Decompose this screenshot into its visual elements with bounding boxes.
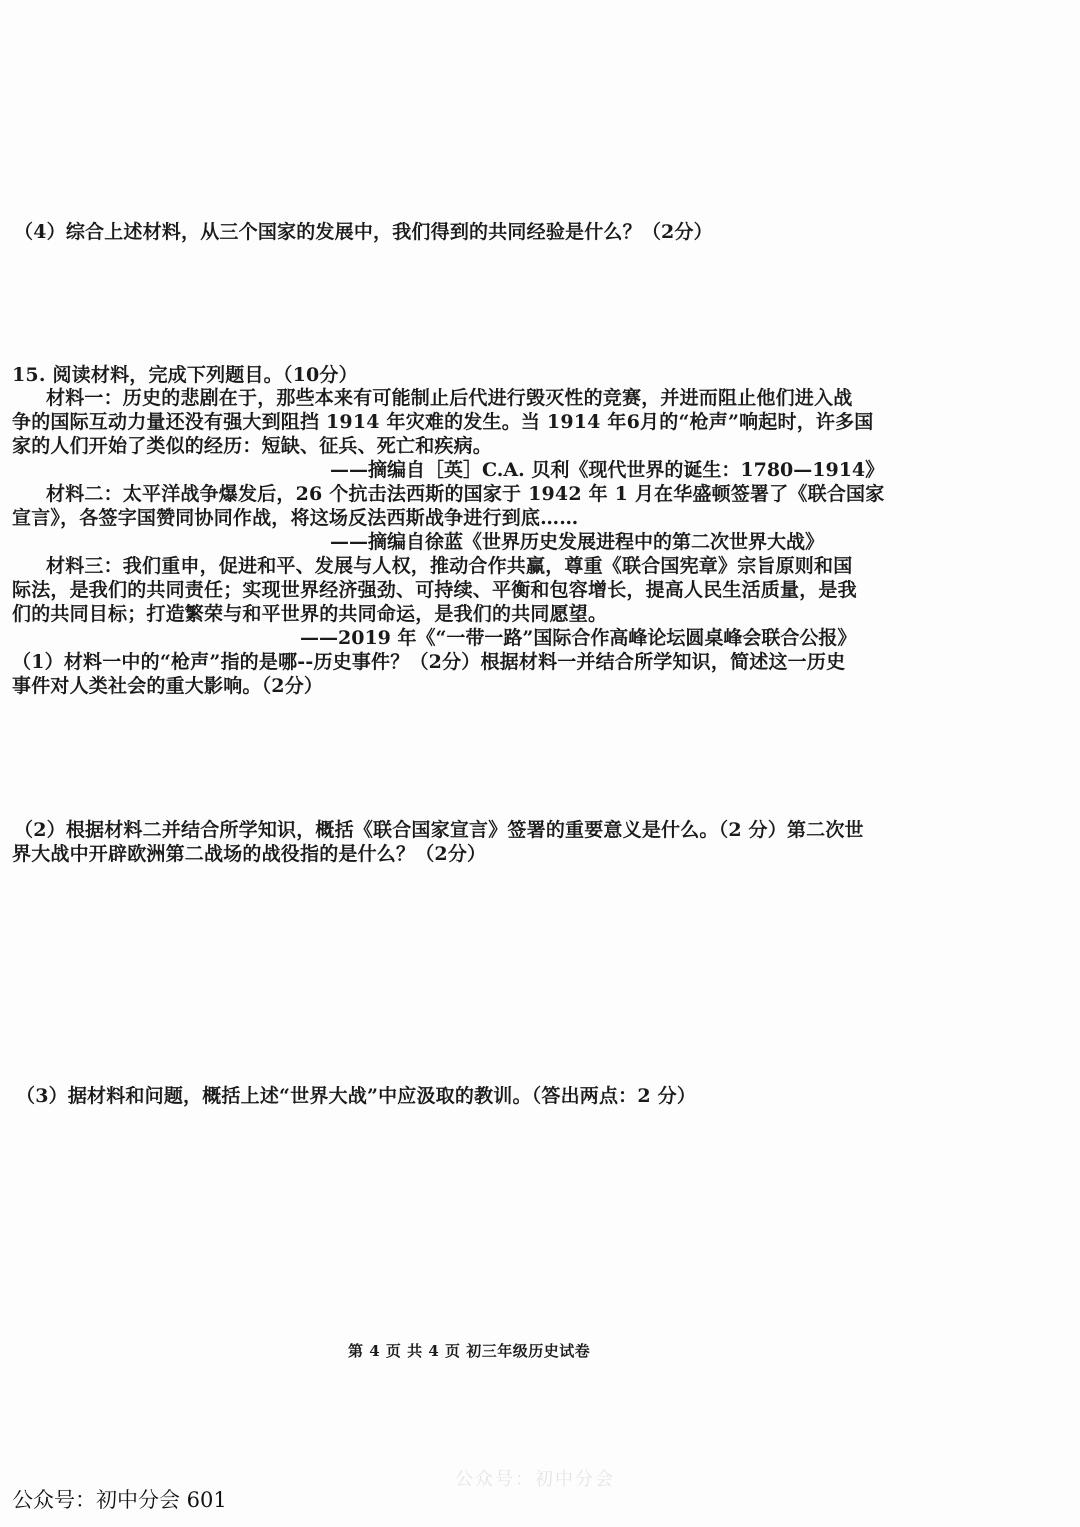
material-1-line-3: 家的人们开始了类似的经历：短缺、征兵、死亡和疾病。	[12, 435, 493, 457]
q15-title: 15. 阅读材料，完成下列题目。（10分）	[12, 364, 358, 386]
watermark: 公众号：初中分会	[455, 1469, 615, 1490]
material-3-line-2: 际法，是我们的共同责任；实现世界经济强劲、可持续、平衡和包容增长，提高人民生活质量，是我	[12, 579, 857, 601]
material-1-line-1: 材料一：历史的悲剧在于，那些本来有可能制止后代进行毁灭性的竞赛，并进而阻止他们进入战	[46, 387, 853, 409]
sub-question-1-line-2: 事件对人类社会的重大影响。（2分）	[12, 675, 324, 697]
sub-question-2-line-1: （2）根据材料二并结合所学知识，概括《联合国家宣言》签署的重要意义是什么。（2 分）第二次世	[14, 819, 864, 841]
material-3-line-1: 材料三：我们重申，促进和平、发展与人权，推动合作共赢，尊重《联合国宪章》宗旨原则和国	[46, 555, 853, 577]
sub-question-1-line-1: （1）材料一中的“枪声”指的是哪--历史事件？（2分）根据材料一并结合所学知识，简述这一历史	[12, 651, 846, 673]
material-3-source: ——2019 年《“一带一路”国际合作高峰论坛圆桌峰会联合公报》	[300, 627, 857, 649]
material-2-source: ——摘编自徐蓝《世界历史发展进程中的第二次世界大战》	[330, 531, 825, 553]
material-1-line-2: 争的国际互动力量还没有强大到阻挡 1914 年灾难的发生。当 1914 年6月的“枪声”响起时，许多国	[12, 411, 874, 433]
question-4: （4）综合上述材料，从三个国家的发展中，我们得到的共同经验是什么？（2分）	[14, 221, 713, 243]
sub-question-2-line-2: 界大战中开辟欧洲第二战场的战役指的是什么？（2分）	[12, 843, 487, 865]
material-2-line-1: 材料二：太平洋战争爆发后，26 个抗击法西斯的国家于 1942 年 1 月在华盛顿签署了《联合国家	[46, 483, 885, 505]
material-1-source: ——摘编自［英］C.A. 贝利《现代世界的诞生：1780—1914》	[330, 459, 885, 481]
material-2-line-2: 宣言》，各签字国赞同协同作战，将这场反法西斯战争进行到底……	[12, 507, 579, 529]
page-footer: 第 4 页 共 4 页 初三年级历史试卷	[348, 1342, 591, 1360]
sub-question-3: （3）据材料和问题，概括上述“世界大战”中应汲取的教训。（答出两点：2 分）	[16, 1085, 697, 1107]
material-3-line-3: 们的共同目标；打造繁荣与和平世界的共同命运，是我们的共同愿望。	[12, 603, 608, 625]
account-caption: 公众号：初中分会 601	[12, 1488, 227, 1512]
